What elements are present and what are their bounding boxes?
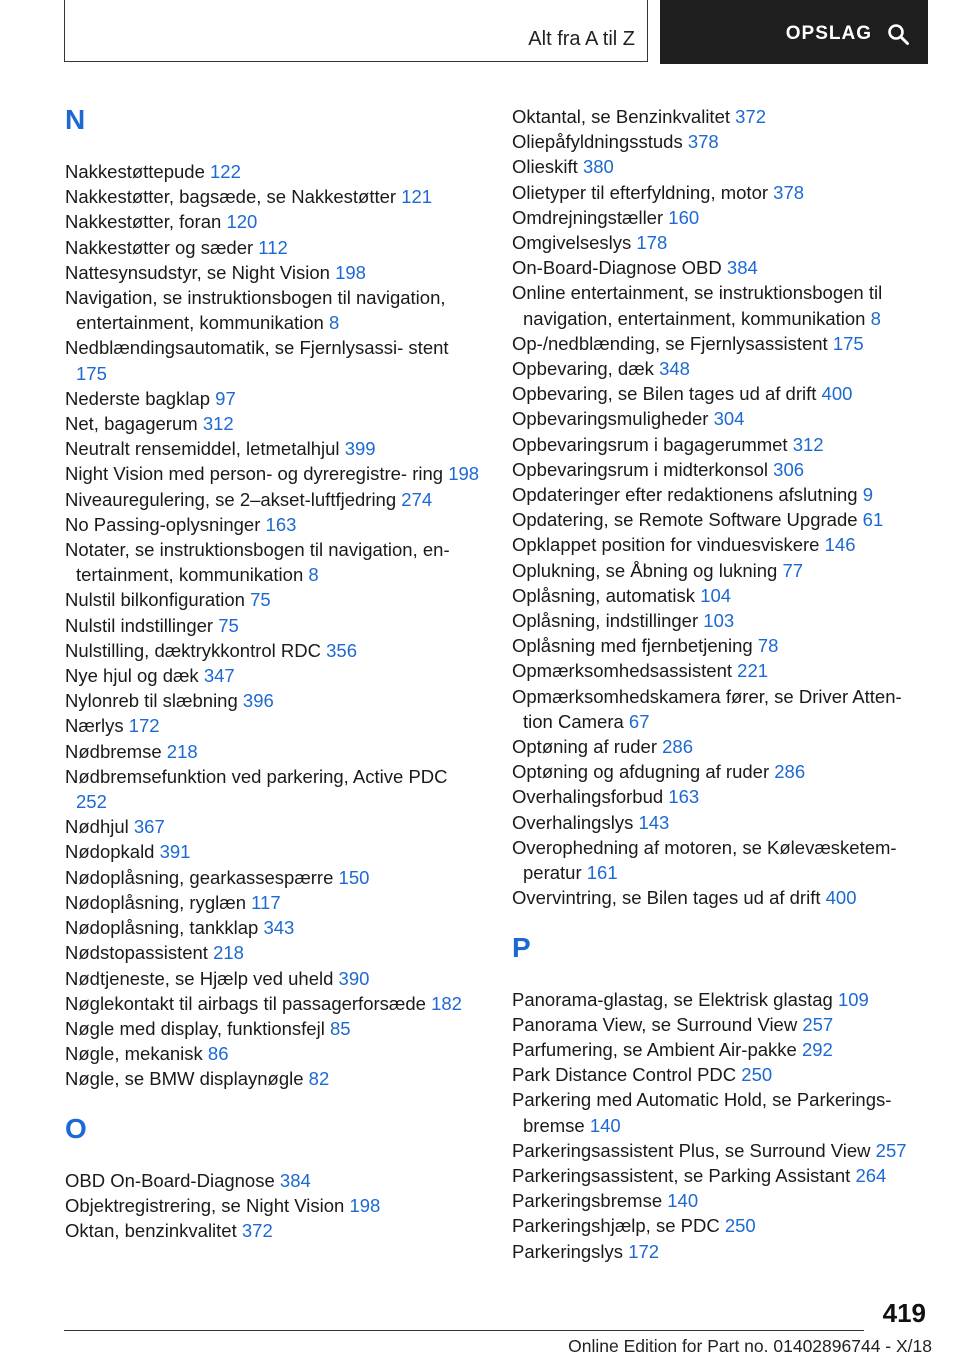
index-entry [512, 759, 927, 784]
index-entry [65, 814, 480, 839]
index-entry-text: Opbevaringsmuligheder [512, 408, 709, 430]
index-entry [65, 663, 480, 688]
index-page-link[interactable]: 175 [76, 362, 107, 384]
search-button[interactable] [660, 0, 928, 64]
index-entry [65, 739, 480, 764]
index-entry-text: Parkering med Automatic Hold, se Parkerings- bremse [512, 1089, 892, 1136]
index-entry [65, 260, 480, 285]
index-page-link[interactable]: 172 [128, 715, 160, 737]
index-page-link[interactable]: 372 [241, 1219, 273, 1241]
index-entry [65, 587, 480, 612]
index-entry-text: Overhalingsforbud [512, 786, 664, 808]
search-label: OPSLAG [785, 23, 872, 44]
index-letter-heading: O [65, 1112, 87, 1144]
index-page-link[interactable]: 75 [250, 589, 271, 611]
index-page-link[interactable]: 61 [862, 509, 884, 531]
index-page-link[interactable]: 163 [265, 513, 297, 535]
index-page-link[interactable]: 390 [338, 967, 370, 989]
index-page-link[interactable]: 372 [735, 106, 767, 127]
index-page-link[interactable]: 400 [821, 383, 853, 405]
index-page-link[interactable]: 178 [636, 232, 668, 254]
index-entry [65, 890, 480, 915]
index-page-link[interactable]: 146 [824, 534, 856, 556]
index-entry [65, 487, 480, 512]
index-entry-text: Nødbremse [65, 740, 162, 762]
index-entry [65, 764, 480, 814]
index-page-link[interactable]: 104 [700, 584, 732, 606]
index-page-link[interactable]: 8 [308, 564, 319, 586]
index-entry-text: Oktan, benzinkvalitet [65, 1219, 237, 1241]
index-entry-text: Nødstopassistent [65, 942, 208, 964]
index-entry-text: Nærlys [65, 715, 124, 737]
index-page-link[interactable]: 140 [589, 1114, 621, 1136]
index-page-link[interactable]: 252 [76, 791, 107, 813]
index-entry-text: Nødbremsefunktion ved parkering, Active PDC [65, 765, 448, 787]
index-entry [65, 436, 480, 461]
index-entry-text: Nødoplåsning, ryglæn [65, 891, 246, 913]
index-entry-text: Nøgle med display, funktionsfejl [65, 1017, 325, 1039]
index-page-link[interactable]: 75 [218, 614, 239, 636]
index-entry [512, 558, 927, 583]
footer-edition: Online Edition for Part no. 01402896744 - X/18 [568, 1336, 932, 1356]
index-page-link[interactable]: 384 [279, 1169, 311, 1191]
index-entry [512, 205, 927, 230]
index-entry-text: Opbevaringsrum i bagagerummet [512, 433, 788, 455]
index-entry-text: Oplåsning, indstillinger [512, 610, 699, 632]
index-entry-text: Op-/nedblænding, se Fjernlysassistent [512, 332, 828, 354]
index-entry [512, 381, 927, 406]
index-page-link[interactable]: 306 [773, 458, 805, 480]
index-entry [512, 1087, 927, 1137]
index-entry-text: Oliepåfyldningsstuds [512, 131, 683, 153]
index-entry [512, 129, 927, 154]
index-entry-text: Navigation, se instruktionsbogen til navigation, entertainment, kommunikation [65, 287, 446, 334]
section-title: Alt fra A til Z [528, 28, 635, 50]
index-entry [512, 1239, 927, 1264]
index-letter-heading: N [65, 104, 86, 135]
index-page-link[interactable]: 286 [774, 761, 806, 783]
index-entry-text: Online entertainment, se instruktionsbogen til navigation, entertainment, kommunikation [512, 282, 883, 329]
index-page-link[interactable]: 347 [203, 665, 235, 687]
index-entry-text: Parkeringshjælp, se PDC [512, 1215, 720, 1237]
index-entry [512, 987, 927, 1012]
index-page-link[interactable]: 78 [757, 635, 779, 657]
index-entry [512, 835, 927, 885]
index-entry-text: Parkeringsbremse [512, 1190, 663, 1212]
index-page-link[interactable]: 121 [401, 186, 433, 208]
index-entry [65, 512, 480, 537]
index-page-link[interactable]: 77 [782, 559, 804, 581]
index-page-link[interactable]: 82 [308, 1068, 330, 1090]
index-page-link[interactable]: 9 [862, 484, 873, 506]
index-entry [512, 784, 927, 809]
index-entry-text: Nye hjul og dæk [65, 665, 199, 687]
index-entry [65, 335, 480, 385]
index-entry [512, 154, 927, 179]
index-page-link[interactable]: 182 [431, 992, 462, 1014]
index-entry-text: Opdateringer efter redaktionens afslutning [512, 484, 858, 506]
index-entry [65, 159, 480, 184]
index-entry-text: Nøglekontakt til airbags til passagerforsæde [65, 992, 426, 1014]
index-entry [65, 184, 480, 209]
index-entry-text: Neutralt rensemiddel, letmetalhjul [65, 438, 340, 460]
index-letter-heading: P [512, 931, 531, 963]
index-entry [65, 235, 480, 260]
index-page-link[interactable]: 175 [832, 332, 864, 354]
index-page-link[interactable]: 67 [628, 710, 650, 732]
index-entry-text: Notater, se instruktionsbogen til navigation, en- tertainment, kommunikation [65, 539, 450, 586]
index-entry [512, 885, 927, 910]
index-entry-text: Parkeringsassistent, se Parking Assistant [512, 1164, 851, 1186]
index-page-link[interactable]: 257 [875, 1139, 907, 1161]
index-page-link[interactable]: 161 [586, 862, 618, 884]
index-entry [512, 406, 927, 431]
index-entry [65, 1168, 480, 1193]
index-entry [65, 461, 480, 486]
index-entry-text: Nakkestøtter, bagsæde, se Nakkestøtter [65, 186, 397, 208]
index-entry-text: Overvintring, se Bilen tages ud af drift [512, 887, 821, 909]
index-entry-text: On-Board-Diagnose OBD [512, 257, 722, 279]
index-entry [65, 386, 480, 411]
index-entry [65, 839, 480, 864]
index-entry-text: Nederste bagklap [65, 387, 211, 409]
index-entry [512, 457, 927, 482]
index-entry-text: Overhalingslys [512, 811, 634, 833]
index-entry-text: Opmærksomhedsassistent [512, 660, 733, 682]
index-page-link[interactable]: 140 [667, 1190, 699, 1212]
index-entry [65, 613, 480, 638]
index-entry-text: No Passing-oplysninger [65, 513, 261, 535]
index-page-link[interactable]: 103 [703, 610, 735, 632]
index-entry-text: Nylonreb til slæbning [65, 690, 238, 712]
index-entry [65, 285, 480, 335]
index-entry-text: Olietyper til efterfyldning, motor [512, 181, 769, 203]
index-entry [65, 1218, 480, 1243]
index-entry-text: Omgivelseslys [512, 232, 632, 254]
index-entry-text: Oplåsning, automatisk [512, 584, 696, 606]
index-page-link[interactable]: 109 [837, 988, 869, 1010]
index-entry-text: Nattesynsudstyr, se Night Vision [65, 261, 330, 283]
index-entry-text: Objektregistrering, se Night Vision [65, 1194, 345, 1216]
index-entry [65, 688, 480, 713]
index-entry [512, 1188, 927, 1213]
index-entry-text: Oktantal, se Benzinkvalitet [512, 106, 730, 127]
index-entry [512, 1037, 927, 1062]
index-entry-text: Nakkestøtter og sæder [65, 236, 254, 258]
index-entry-text: Panorama View, se Surround View [512, 1013, 798, 1035]
footer-divider [64, 1330, 864, 1331]
index-column-right [512, 104, 927, 1264]
index-entry-text: Nødoplåsning, tankklap [65, 917, 259, 939]
index-page-link[interactable]: 356 [326, 639, 357, 661]
index-page-link[interactable]: 304 [713, 408, 745, 430]
index-page-link[interactable]: 198 [335, 261, 366, 283]
index-page-link[interactable]: 264 [855, 1164, 887, 1186]
index-entry [512, 356, 927, 381]
index-entry [65, 1193, 480, 1218]
index-entry-text: Nakkestøtter, foran [65, 211, 222, 233]
index-entry-text: Nødtjeneste, se Hjælp ved uheld [65, 967, 334, 989]
index-entry [65, 991, 480, 1016]
index-entry [512, 280, 927, 330]
index-page-link[interactable]: 257 [802, 1013, 834, 1035]
index-entry [65, 1041, 480, 1066]
index-entry-text: Nødhjul [65, 816, 129, 838]
index-page-link[interactable]: 160 [668, 206, 700, 228]
index-entry [512, 507, 927, 532]
index-page-link[interactable]: 85 [329, 1017, 351, 1039]
index-entry-text: Omdrejningstæller [512, 206, 664, 228]
index-page-link[interactable]: 312 [792, 433, 824, 455]
index-entry-text: Night Vision med person- og dyreregistre- ring [65, 463, 444, 485]
index-entry-text: Net, bagagerum [65, 413, 198, 435]
index-entry [512, 734, 927, 759]
index-entry [65, 966, 480, 991]
index-page-link[interactable]: 250 [724, 1215, 756, 1237]
index-entry [512, 180, 927, 205]
index-entry-text: Opmærksomhedskamera fører, se Driver Atten- tion Camera [512, 685, 902, 732]
index-entry [512, 1213, 927, 1238]
index-entry-text: Overophedning af motoren, se Kølevæsketem- peratur [512, 836, 897, 884]
index-page-link[interactable]: 172 [628, 1240, 660, 1262]
index-page-link[interactable]: 380 [582, 156, 614, 178]
index-entry-text: Opbevaringsrum i midterkonsol [512, 458, 769, 480]
index-page-link[interactable]: 221 [737, 660, 769, 682]
index-entry-text: Parfumering, se Ambient Air-pakke [512, 1038, 797, 1060]
index-entry-text: Oplåsning med fjernbetjening [512, 635, 753, 657]
index-entry-text: Oplukning, se Åbning og lukning [512, 559, 778, 581]
index-page-link[interactable]: 163 [668, 786, 700, 808]
index-entry [512, 608, 927, 633]
index-entry-text: Nøgle, mekanisk [65, 1043, 203, 1065]
index-entry [512, 1062, 927, 1087]
index-entry [65, 638, 480, 663]
page-number: 419 [882, 1298, 926, 1328]
index-page-link[interactable]: 286 [662, 736, 694, 758]
header-section-box [64, 0, 648, 62]
index-entry [65, 865, 480, 890]
index-page-link[interactable]: 348 [659, 358, 690, 380]
index-entry-text: Park Distance Control PDC [512, 1064, 737, 1086]
index-page-link[interactable]: 384 [726, 257, 758, 279]
index-page-link[interactable]: 400 [825, 887, 857, 909]
index-page-link[interactable]: 8 [328, 312, 340, 334]
index-entry [65, 1016, 480, 1041]
index-page-link[interactable]: 150 [338, 866, 370, 888]
index-entry-text: Panorama-glastag, se Elektrisk glastag [512, 988, 833, 1010]
index-entry [65, 940, 480, 965]
index-page-link[interactable]: 391 [159, 841, 191, 863]
index-page-link[interactable]: 143 [638, 811, 670, 833]
index-page-link[interactable]: 8 [870, 307, 881, 329]
index-page-link[interactable]: 122 [210, 161, 241, 182]
index-entry [512, 331, 927, 356]
index-entry-text: Nødoplåsning, gearkassespærre [65, 866, 334, 888]
index-entry [512, 432, 927, 457]
search-icon [886, 22, 910, 46]
index-page-link[interactable]: 343 [263, 917, 295, 939]
index-entry-text: Opklappet position for vinduesviskere [512, 534, 820, 556]
index-entry-text: Nulstilling, dæktrykkontrol RDC [65, 639, 321, 661]
index-entry-text: Niveauregulering, se 2–akset-luftfjedring [65, 488, 397, 510]
index-entry [65, 1066, 480, 1091]
index-entry-text: Optøning og afdugning af ruder [512, 761, 770, 783]
index-column-left [65, 105, 480, 1243]
index-entry [512, 104, 927, 129]
index-page-link[interactable]: 97 [215, 387, 236, 409]
index-page-link[interactable]: 399 [344, 438, 376, 460]
index-page-link[interactable]: 292 [801, 1038, 833, 1060]
index-entry-text: Opbevaring, se Bilen tages ud af drift [512, 383, 817, 405]
index-page-link[interactable]: 378 [687, 131, 719, 153]
index-page-link[interactable]: 120 [226, 211, 258, 233]
index-entry-text: Nøgle, se BMW displaynøgle [65, 1068, 304, 1090]
index-entry-text: Opdatering, se Remote Software Upgrade [512, 509, 858, 531]
index-page-link[interactable]: 396 [242, 690, 274, 712]
index-page-link[interactable]: 198 [349, 1194, 381, 1216]
index-page-link[interactable]: 378 [773, 181, 805, 203]
index-entry [512, 482, 927, 507]
index-entry-text: Opbevaring, dæk [512, 358, 654, 380]
index-entry-text: Olieskift [512, 156, 578, 178]
index-entry [65, 411, 480, 436]
index-page-link[interactable]: 112 [258, 236, 288, 258]
index-entry [512, 684, 927, 734]
index-entry-text: Nulstil indstillinger [65, 614, 214, 636]
index-entry [512, 230, 927, 255]
index-page-link[interactable]: 218 [213, 942, 244, 964]
index-entry-text: Nakkestøttepude [65, 161, 205, 182]
index-page-link[interactable]: 274 [401, 488, 433, 510]
index-page-link[interactable]: 218 [166, 740, 198, 762]
index-entry-text: OBD On-Board-Diagnose [65, 1169, 275, 1191]
index-entry-text: Nulstil bilkonfiguration [65, 589, 245, 611]
index-entry-text: Optøning af ruder [512, 736, 657, 758]
index-entry [65, 915, 480, 940]
index-entry [512, 633, 927, 658]
index-entry-text: Parkeringsassistent Plus, se Surround View [512, 1139, 871, 1161]
index-page-link[interactable]: 312 [202, 413, 234, 435]
index-entry [512, 658, 927, 683]
index-entry [65, 209, 480, 234]
index-entry [65, 537, 480, 587]
index-page-link[interactable]: 198 [448, 463, 480, 485]
index-entry [512, 255, 927, 280]
index-page-link[interactable]: 117 [251, 891, 281, 913]
index-entry-text: Parkeringslys [512, 1240, 624, 1262]
index-page-link[interactable]: 86 [207, 1043, 229, 1065]
index-page-link[interactable]: 367 [133, 816, 165, 838]
index-entry [512, 1012, 927, 1037]
index-entry [512, 532, 927, 557]
index-entry-text: Nødopkald [65, 841, 155, 863]
index-page-link[interactable]: 250 [741, 1064, 773, 1086]
index-entry [512, 810, 927, 835]
index-entry [512, 583, 927, 608]
index-entry [65, 713, 480, 738]
index-entry [512, 1163, 927, 1188]
index-entry-text: Nedblændingsautomatik, se Fjernlysassi- stent [65, 337, 449, 359]
index-entry [512, 1138, 927, 1163]
